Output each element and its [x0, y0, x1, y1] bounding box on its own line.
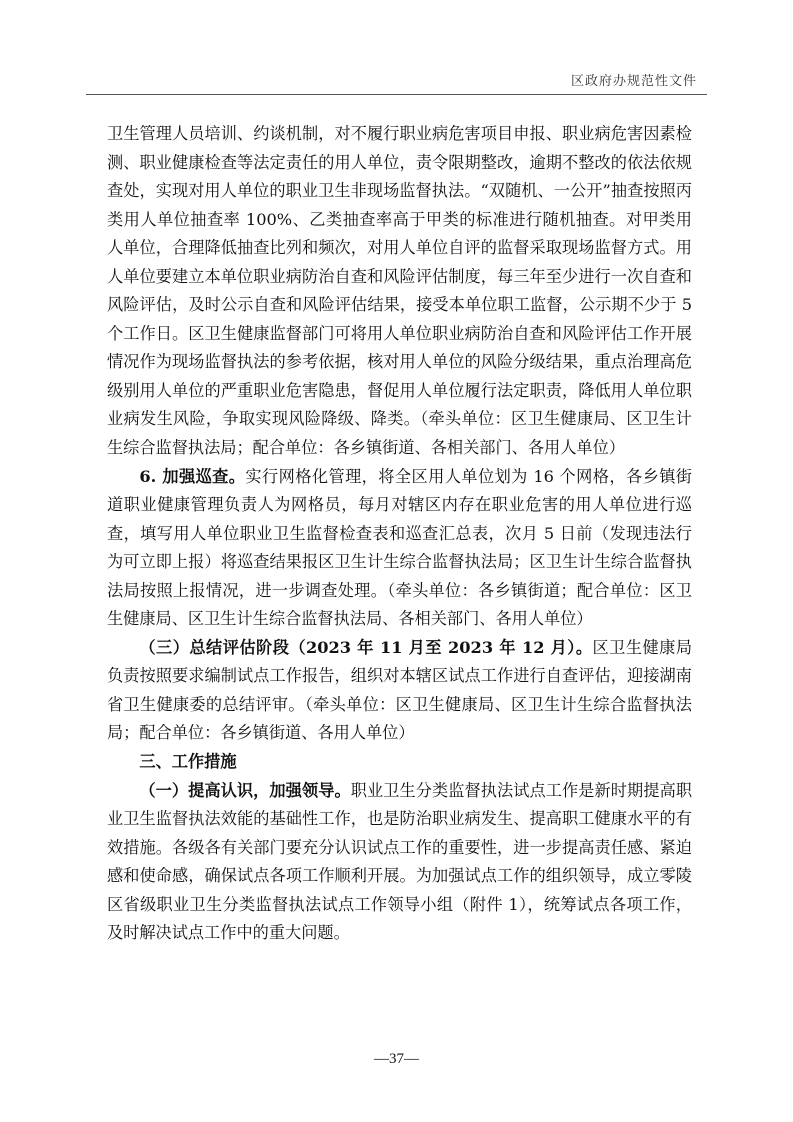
paragraph-inspection	[107, 463, 692, 634]
paragraph-leadership	[107, 777, 692, 948]
leadership-text: 职业卫生分类监督执法试点工作是新时期提高职业卫生监督执法效能的基础性工作，也是防治职业病发生、提高职工健康水平的有效措施。各级各有关部门要充分认识试点工作的重要性，进一步提高责任感、紧迫感和使命感，确保试点各项工作顺利开展。为加强试点工作的组织领导，成立零陵区省级职业卫生分类监督执法试点工作领导小组（附件 1），统筹试点各项工作，及时解决试点工作中的重大问题。	[107, 780, 693, 943]
paragraph-evaluation-stage	[107, 634, 692, 748]
evaluation-stage-text: 区卫生健康局负责按照要求编制试点工作报告，组织对本辖区试点工作进行自查评估，迎接湖南省卫生健康委的总结评审。（牵头单位：区卫生健康局、区卫生计生综合监督执法局；配合单位：各乡镇街道、各用人单位）	[107, 637, 693, 743]
paragraph-supervision-continued: 卫生管理人员培训、约谈机制，对不履行职业病危害项目申报、职业病危害因素检测、职业健康检查等法定责任的用人单位，责令限期整改，逾期不整改的依法依规查处，实现对用人单位的职业卫生非现场监督执法。“双随机、一公开”抽查按照丙类用人单位抽查率 100%、乙类抽查率高于甲类的标准进行随机抽查。对甲类用人单位，合理降低抽查比列和频次，对用人单位自评的监督采取现场监督方式。用人单位要建立本单位职业病防治自查和风险评估制度，每三年至少进行一次自查和风险评估，及时公示自查和风险评估结果，接受本单位职工监督，公示期不少于 5 个工作日。区卫生健康监督部门可将用人单位职业病防治自查和风险评估工作开展情况作为现场监督执法的参考依据，核对用人单位的风险分级结果，重点治理高危级别用人单位的严重职业危害隐患，督促用人单位履行法定职责，降低用人单位职业病发生风险，争取实现风险降级、降类。（牵头单位：区卫生健康局、区卫生计生综合监督执法局；配合单位：各乡镇街道、各相关部门、各用人单位）	[107, 124, 692, 458]
inspection-text: 实行网格化管理，将全区用人单位划为 16 个网格，各乡镇街道职业健康管理负责人为网格员，每月对辖区内存在职业危害的用人单位进行巡查，填写用人单位职业卫生监督检查表和巡查汇总表，次月 5 日前（发现违法行为可立即上报）将巡查结果报区卫生计生综合监督执法局；区卫生计生综合监督执法局按照上报情况，进一步调查处理。（牵头单位：各乡镇街道；配合单位：区卫生健康局、区卫生计生综合监督执法局、各相关部门、各用人单位）	[107, 466, 692, 629]
section-title-measures: 三、工作措施	[139, 752, 237, 772]
inspection-heading: 6. 加强巡查。	[139, 466, 246, 486]
page-number: —37—	[374, 1051, 419, 1067]
evaluation-stage-heading: （三）总结评估阶段（2023 年 11 月至 2023 年 12 月）。	[139, 637, 593, 657]
document-category-label: 区政府办规范性文件	[570, 74, 697, 89]
header-divider	[86, 94, 707, 95]
document-body	[107, 120, 692, 948]
leadership-heading: （一）提高认识，加强领导。	[139, 780, 351, 800]
